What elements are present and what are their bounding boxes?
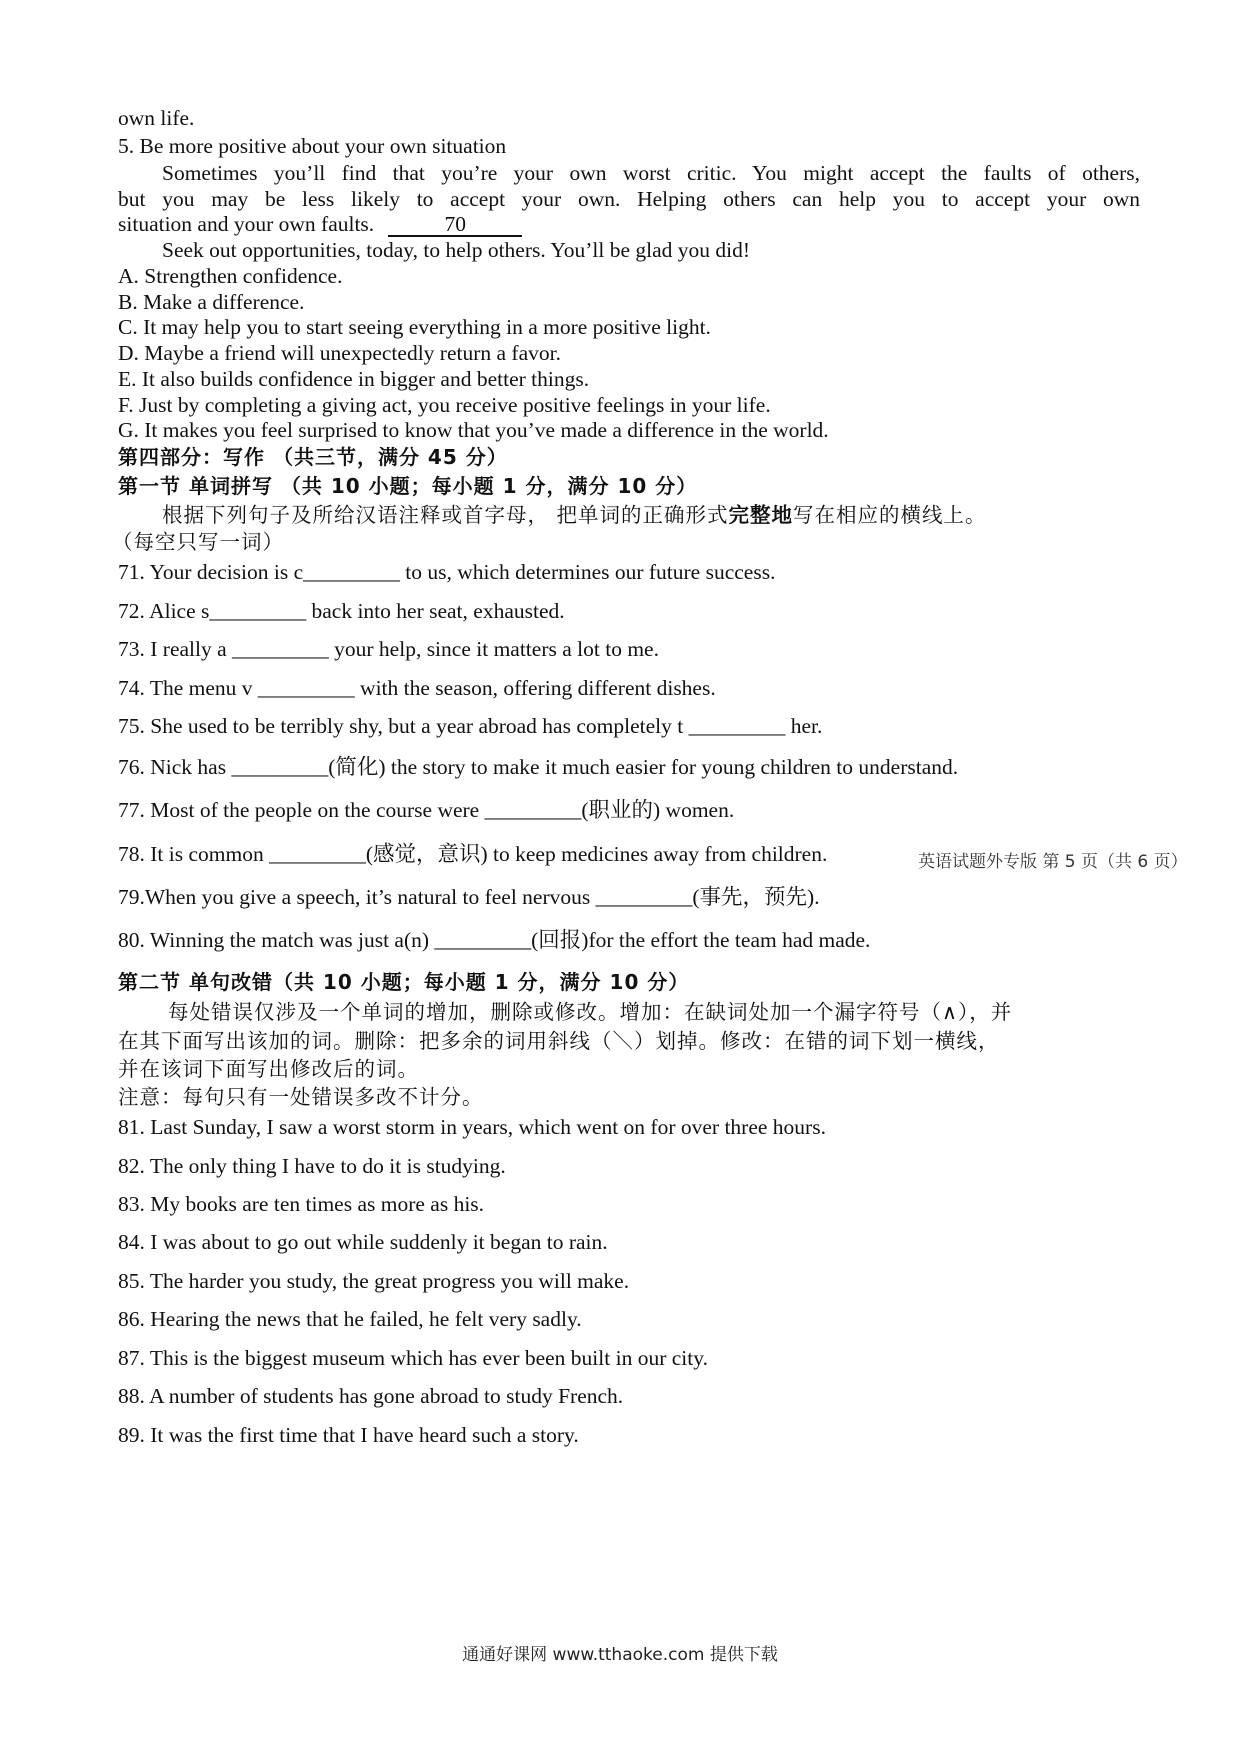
paragraph-text: situation and your own faults. [118, 212, 375, 236]
paragraph-line: Seek out opportunities, today, to help others. You’ll be glad you did! [162, 238, 751, 262]
instruction-text: 写在相应的横线上。 [793, 503, 987, 527]
page-footer: 通通好课网 www.tthaoke.com 提供下载 [462, 1645, 778, 1665]
text-line: own life. [118, 106, 195, 130]
question-89: 89. It was the first time that I have heard such a story. [118, 1423, 579, 1447]
subheading: 5. Be more positive about your own situation [118, 134, 507, 158]
question-72: 72. Alice s_________ back into her seat, exhausted. [118, 599, 565, 623]
section-instructions [162, 501, 1140, 529]
answer-blank-70: 70 [388, 213, 522, 237]
section-title: 第一节 单词拼写 （共 10 小题；每小题 1 分，满分 10 分） [118, 474, 698, 498]
question-83: 83. My books are ten times as more as his. [118, 1192, 485, 1216]
option-f: F. Just by completing a giving act, you receive positive feelings in your life. [118, 393, 771, 417]
section-instructions: 在其下面写出该加的词。删除：把多余的词用斜线（＼）划掉。修改：在错的词下划一横线， [118, 1029, 1000, 1053]
question-77: 77. Most of the people on the course were _________(职业的) women. [118, 798, 735, 822]
question-88: 88. A number of students has gone abroad to study French. [118, 1384, 624, 1408]
section-instructions: （每空只写一词） [112, 530, 284, 554]
section-title: 第二节 单句改错（共 10 小题；每小题 1 分，满分 10 分） [118, 970, 690, 994]
question-74: 74. The menu v _________ with the season, offering different dishes. [118, 676, 716, 700]
question-75: 75. She used to be terribly shy, but a year abroad has completely t _________ her. [118, 714, 823, 738]
section-note: 注意：每句只有一处错误多改不计分。 [118, 1085, 484, 1109]
question-73: 73. I really a _________ your help, since it matters a lot to me. [118, 637, 659, 661]
question-78: 78. It is common _________(感觉，意识) to keep medicines away from children. [118, 842, 828, 866]
option-c: C. It may help you to start seeing everything in a more positive light. [118, 315, 711, 339]
question-76: 76. Nick has _________(简化) the story to make it much easier for young children to understand. [118, 755, 959, 779]
paragraph-line [118, 210, 1140, 238]
question-81: 81. Last Sunday, I saw a worst storm in years, which went on for over three hours. [118, 1115, 826, 1139]
option-b: B. Make a difference. [118, 290, 305, 314]
option-e: E. It also builds confidence in bigger and better things. [118, 367, 590, 391]
question-82: 82. The only thing I have to do it is studying. [118, 1154, 506, 1178]
question-86: 86. Hearing the news that he failed, he felt very sadly. [118, 1307, 582, 1331]
page-number-stamp: 英语试题外专版 第 5 页（共 6 页） [918, 850, 1214, 874]
paragraph-line: but you may be less likely to accept your own. Helping others can help you to accept your own [118, 187, 1140, 211]
section-instructions: 并在该词下面写出修改后的词。 [118, 1057, 419, 1081]
section-instructions: 每处错误仅涉及一个单词的增加，删除或修改。增加：在缺词处加一个漏字符号（∧），并 [168, 1000, 1013, 1024]
part-title: 第四部分：写作 （共三节，满分 45 分） [118, 445, 508, 469]
option-a: A. Strengthen confidence. [118, 264, 343, 288]
instruction-emphasis: 完整地 [728, 503, 794, 527]
paragraph-line: Sometimes you’ll find that you’re your own worst critic. You might accept the faults of others, [162, 161, 1140, 185]
question-87: 87. This is the biggest museum which has ever been built in our city. [118, 1346, 708, 1370]
question-79: 79.When you give a speech, it’s natural to feel nervous _________(事先，预先). [118, 885, 820, 909]
question-84: 84. I was about to go out while suddenly it began to rain. [118, 1230, 608, 1254]
instruction-text: 根据下列句子及所给汉语注释或首字母， 把单词的正确形式 [162, 503, 729, 527]
option-g: G. It makes you feel surprised to know that you’ve made a difference in the world. [118, 418, 829, 442]
option-d: D. Maybe a friend will unexpectedly return a favor. [118, 341, 561, 365]
question-85: 85. The harder you study, the great progress you will make. [118, 1269, 630, 1293]
question-80: 80. Winning the match was just a(n) _________(回报)for the effort the team had made. [118, 928, 871, 952]
question-71: 71. Your decision is c_________ to us, which determines our future success. [118, 560, 776, 584]
